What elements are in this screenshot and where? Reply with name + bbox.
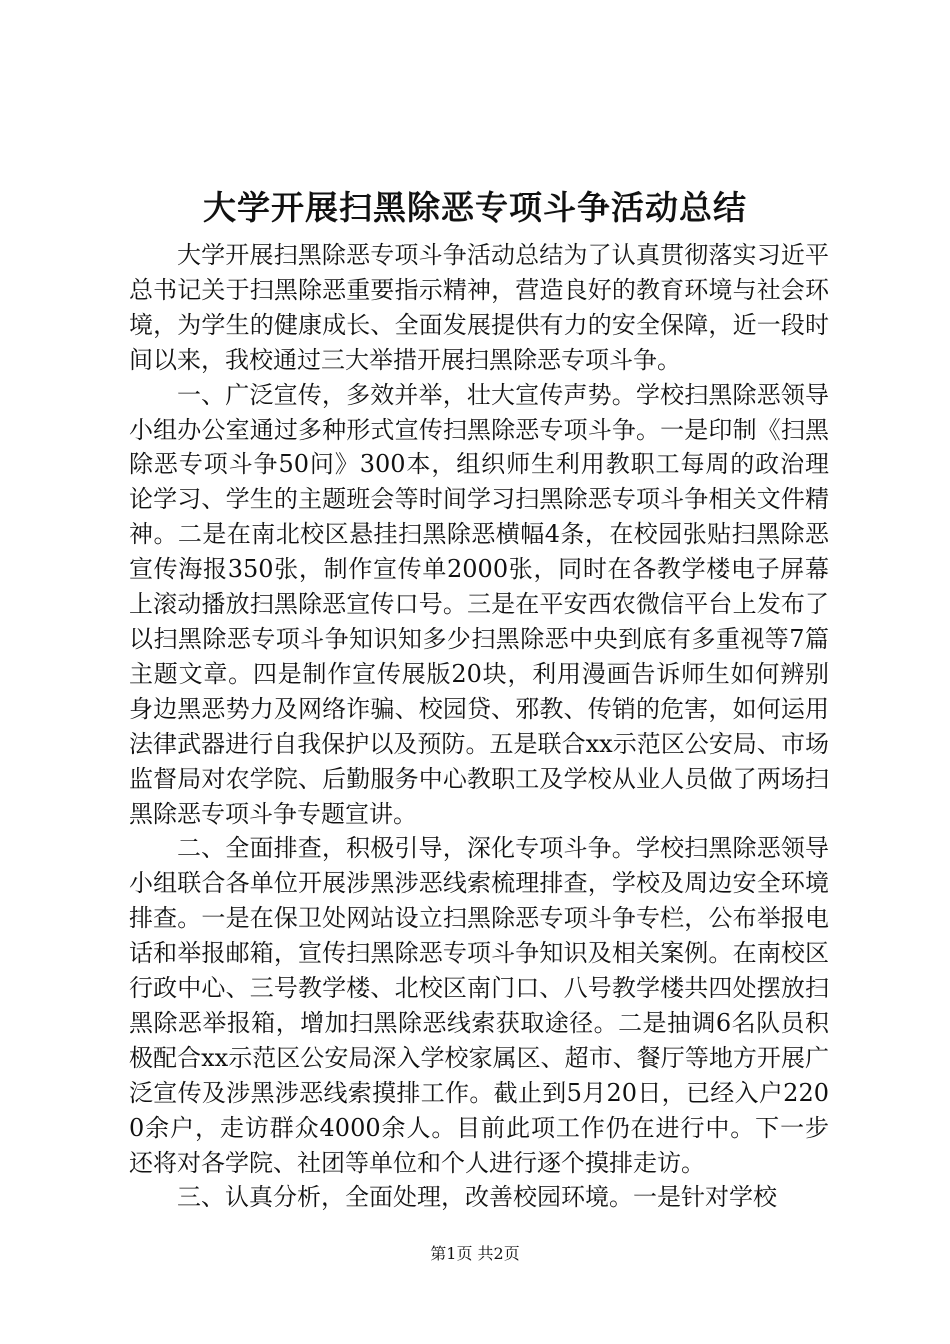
page-footer: 第1页 共2页	[430, 1244, 520, 1263]
paragraph-section-3: 三、认真分析，全面处理，改善校园环境。一是针对学校	[177, 1183, 777, 1212]
paragraph-section-2: 二、全面排查，积极引导，深化专项斗争。学校扫黑除恶领导小组联合各单位开展涉黑涉恶线索梳理排查，学校及周边安全环境排查。一是在保卫处网站设立扫黑除恶专项斗争专栏，公布举报电话和举报邮箱，宣传扫黑除恶专项斗争知识及相关案例。在南校区行政中心、三号教学楼、北校区南门口、八号教学楼共四处摆放扫黑除恶举报箱，增加扫黑除恶线索获取途径。二是抽调6名队员积极配合xx示范区公安局深入学校家属区、超市、餐厅等地方开展广泛宣传及涉黑涉恶线索摸排工作。截止到5月20日，已经入户2200余户，走访群众4000余人。目前此项工作仍在进行中。下一步还将对各学院、社团等单位和个人进行逐个摸排走访。	[129, 834, 829, 1177]
document-title: 大学开展扫黑除恶专项斗争活动总结	[203, 188, 747, 227]
paragraph-section-1: 一、广泛宣传，多效并举，壮大宣传声势。学校扫黑除恶领导小组办公室通过多种形式宣传扫黑除恶专项斗争。一是印制《扫黑除恶专项斗争50问》300本，组织师生利用教职工每周的政治理论学习、学生的主题班会等时间学习扫黑除恶专项斗争相关文件精神。二是在南北校区悬挂扫黑除恶横幅4条，在校园张贴扫黑除恶宣传海报350张，制作宣传单2000张，同时在各教学楼电子屏幕上滚动播放扫黑除恶宣传口号。三是在平安西农微信平台上发布了以扫黑除恶专项斗争知识知多少扫黑除恶中央到底有多重视等7篇主题文章。四是制作宣传展版20块，利用漫画告诉师生如何辨别身边黑恶势力及网络诈骗、校园贷、邪教、传销的危害，如何运用法律武器进行自我保护以及预防。五是联合xx示范区公安局、市场监督局对农学院、后勤服务中心教职工及学校从业人员做了两场扫黑除恶专项斗争专题宣讲。	[129, 380, 829, 828]
paragraph-intro: 大学开展扫黑除恶专项斗争活动总结为了认真贯彻落实习近平总书记关于扫黑除恶重要指示精神，营造良好的教育环境与社会环境，为学生的健康成长、全面发展提供有力的安全保障，近一段时间以来，我校通过三大举措开展扫黑除恶专项斗争。	[129, 241, 829, 374]
document-body	[129, 238, 829, 1215]
